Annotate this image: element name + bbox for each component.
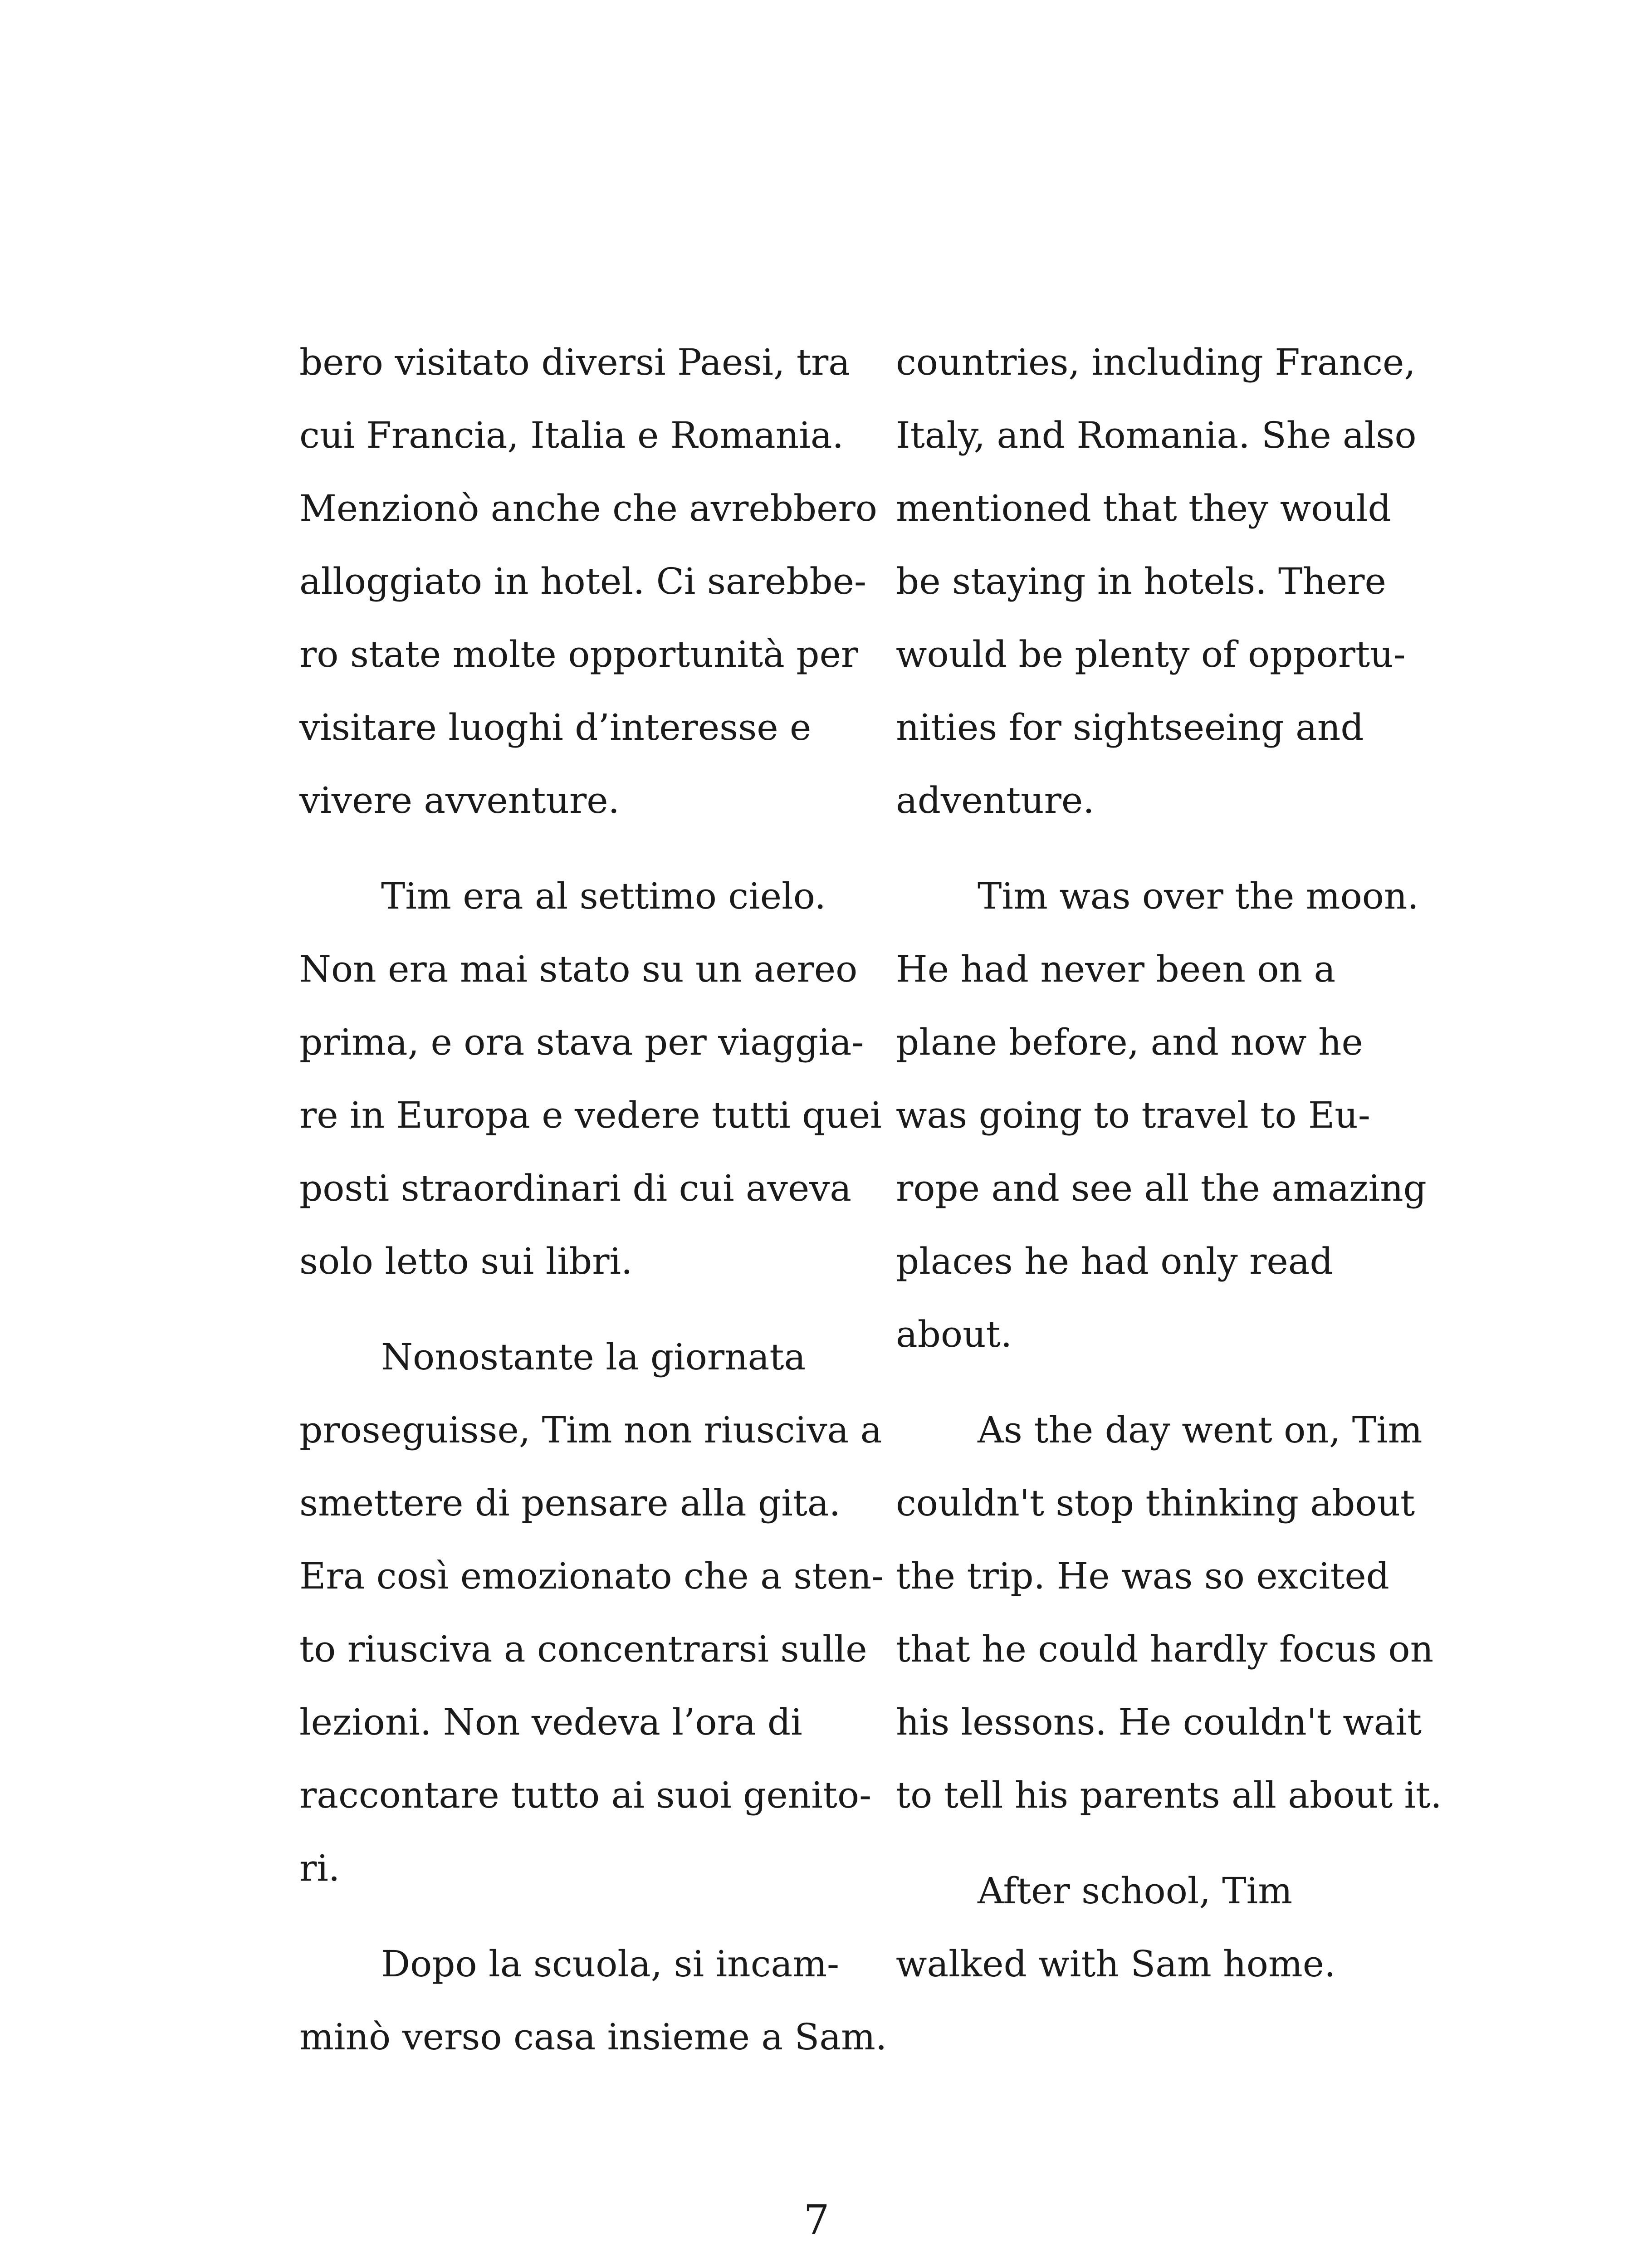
text-line: proseguisse, Tim non riusciva a <box>299 1409 882 1451</box>
paragraph-gap <box>299 837 866 860</box>
paragraph-gap <box>299 1298 866 1320</box>
text-line: visitare luoghi d’interesse e <box>299 706 812 748</box>
text-line: that he could hardly focus on <box>896 1628 1434 1670</box>
text-line: posti straordinari di cui aveva <box>299 1167 852 1209</box>
text-line: Italy, and Romania. She also <box>896 414 1417 456</box>
italian-text-column <box>299 326 887 2073</box>
text-line: ri. <box>299 1847 340 1889</box>
paragraph <box>896 1854 1463 2000</box>
text-line: was going to travel to Eu- <box>896 1094 1370 1136</box>
paragraph-gap <box>299 1905 866 1927</box>
text-line: As the day went on, Tim <box>978 1409 1423 1451</box>
text-line: lezioni. Non vedeva l’ora di <box>299 1701 802 1743</box>
text-line: Non era mai stato su un aereo <box>299 948 858 990</box>
text-line: plane before, and now he <box>896 1021 1363 1063</box>
text-line: would be plenty of opportu- <box>896 633 1406 675</box>
paragraph <box>299 860 882 1298</box>
text-line: Dopo la scuola, si incam- <box>381 1943 840 1985</box>
text-line: vivere avventure. <box>299 779 620 821</box>
text-line: cui Francia, Italia e Romania. <box>299 414 844 456</box>
text-line: places he had only read <box>896 1240 1333 1282</box>
text-line: nities for sightseeing and <box>896 706 1364 748</box>
text-line: mentioned that they would <box>896 487 1391 529</box>
text-line: After school, Tim <box>978 1870 1293 1912</box>
paragraph <box>299 1320 884 1905</box>
text-line: Menzionò anche che avrebbero <box>299 487 877 529</box>
text-line: the trip. He was so excited <box>896 1555 1389 1597</box>
paragraph <box>299 1927 887 2073</box>
text-line: ro state molte opportunità per <box>299 633 859 675</box>
page-number: 7 <box>803 2196 830 2244</box>
paragraph-gap <box>896 1832 1463 1854</box>
text-line: solo letto sui libri. <box>299 1240 633 1282</box>
text-line: smettere di pensare alla gita. <box>299 1482 841 1524</box>
text-line: alloggiato in hotel. Ci sarebbe- <box>299 560 866 602</box>
text-line: about. <box>896 1313 1012 1355</box>
text-line: couldn't stop thinking about <box>896 1482 1415 1524</box>
text-line: adventure. <box>896 779 1095 821</box>
text-line: raccontare tutto ai suoi genito- <box>299 1774 872 1816</box>
paragraph-gap <box>896 837 1463 860</box>
text-line: countries, including France, <box>896 341 1416 383</box>
text-line: Era così emozionato che a sten- <box>299 1555 884 1597</box>
text-line: re in Europa e vedere tutti quei <box>299 1094 882 1136</box>
text-line: rope and see all the amazing <box>896 1167 1427 1209</box>
text-line: walked with Sam home. <box>896 1943 1336 1985</box>
english-text-column <box>896 326 1463 2000</box>
text-line: prima, e ora stava per viaggia- <box>299 1021 864 1063</box>
paragraph <box>896 860 1463 1371</box>
text-line: bero visitato diversi Paesi, tra <box>299 341 850 383</box>
text-line: Nonostante la giornata <box>381 1336 806 1378</box>
text-line: be staying in hotels. There <box>896 560 1386 602</box>
text-line: He had never been on a <box>896 948 1336 990</box>
paragraph <box>299 326 877 837</box>
text-line: to tell his parents all about it. <box>896 1774 1442 1816</box>
text-line: minò verso casa insieme a Sam. <box>299 2016 887 2058</box>
text-line: to riusciva a concentrarsi sulle <box>299 1628 867 1670</box>
paragraph-gap <box>896 1371 1463 1393</box>
paragraph <box>896 1393 1463 1832</box>
text-line: Tim was over the moon. <box>978 875 1419 917</box>
text-line: his lessons. He couldn't wait <box>896 1701 1422 1743</box>
text-line: Tim era al settimo cielo. <box>381 875 826 917</box>
paragraph <box>896 326 1463 837</box>
